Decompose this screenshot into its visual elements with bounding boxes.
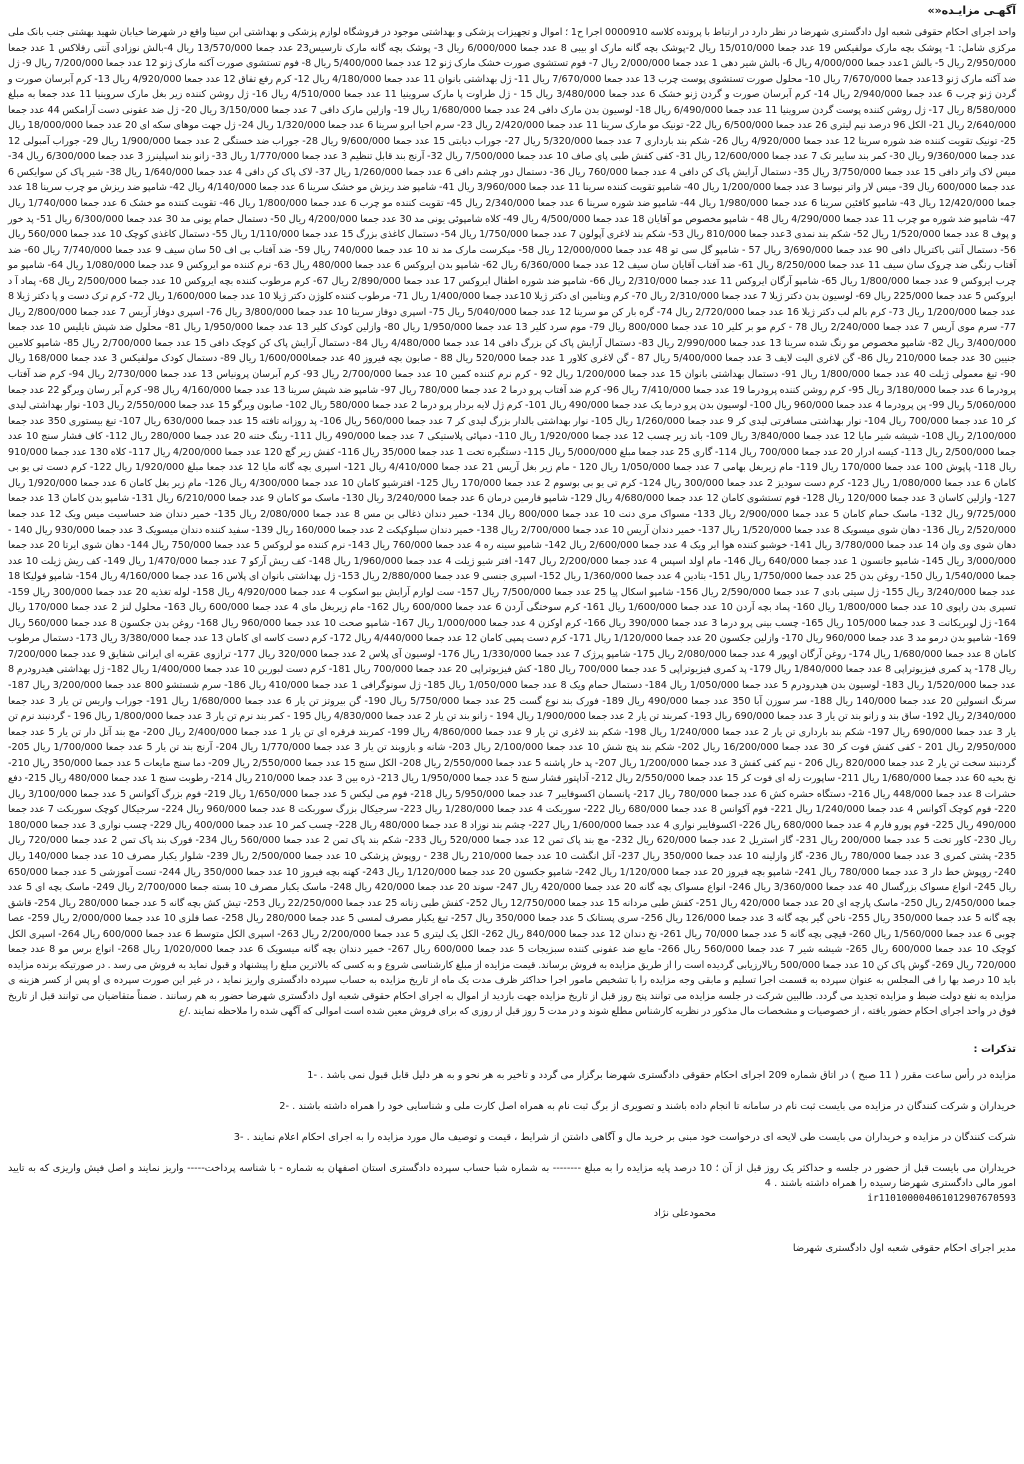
note-2 xyxy=(8,1099,1016,1114)
notice-title: آگهـی مزایـده«» xyxy=(927,4,1016,17)
note-3 xyxy=(8,1130,1016,1145)
note-text: خریداران و شرکت کنندگان در مزایده می بایست ثبت نام در سامانه تا انجام داده باشند و تصویری از برگ ثبت نام به همراه اصل کارت ملی و شناسایی خود را همراه داشته باشند . xyxy=(292,1101,1016,1112)
note-text: مزایده در رأس ساعت مقرر ( 11 صبح ) در اتاق شماره 209 اجرای احکام حقوقی دادگستری شهرضا برگزار می گردد و تاخیر به هر نحو و به هر دلیل قابل قبول نمی باشد . xyxy=(320,1070,1016,1081)
note-text: خریداران می بایست قبل از حضور در جلسه و حداکثر یک روز قبل از آن ؛ 10 درصد پایه مزایده را به مبلغ -------- به شماره شبا حساب سپرده دادگستری استان اصفهان به شماره - با شناسه پرداخت----- واریز نمایند و اصل فیش واریزی که به تایید امور مالی دادگستری شهرضا رسیده را همراه داشته باشند . xyxy=(8,1163,1016,1189)
signature-name: محمودعلی نژاد xyxy=(653,1208,716,1219)
notice-body: واحد اجرای احکام حقوقی شعبه اول دادگستری شهرضا در نظر دارد در ارتباط با پرونده کلاسه 0000910 اجرا ح1 ؛ اموال و تجهیزات پزشکی و بهداشتی موجود در فروشگاه لوازم پزشکی و بهداشتی ابن سینا واقع در شهرضا خیابان شهید بهشتی جنب بانک ملی مرکزی شامل: 1- پوشک بچه مارک مولفیکس 19 عدد جمعا 15/010/000 ریال 2-پوشک بچه گانه مارک او بیبی 8 عدد جمعا 6/000/000 ریال 3- پوشک بچه گانه مارک نارسیس23 عدد جمعا 13/570/000 ریال 4-بالش نوزادی آنتی رفلاکس 1 عدد جمعا 2/950/000 ریال 5- بالش 1عدد جمعا 4/000/000 ریال 6- بالش شیر دهی 1 عدد جمعا 2/000/000 ریال 7- فوم تستشوی صورت خشک مارک ژنو 12 عدد جمعا 5/400/000 ریال 8- فوم تستشوی صورت آکنه مارک ژنو 12 عدد جمعا 7/200/000 ریال 9- ژل ضد آکنه مارک ژنو 13عدد جمعا 7/670/000 ریال 10- محلول صورت تستشوی پوست چرب 13 عدد جمعا 7/670/000 ریال 11- ژل بهداشتی بانوان 11 عدد جمعا 4/180/000 ریال 12- کرم رفع تفاق 12 عدد جمعا 4/920/000 ریال 13- کرم آبرسان صورت و گردن ژنو چرب 6 عدد جمعا 2/940/000 ریال 14- کرم آبرسان صورت و گردن ژنو خشک 6 عدد جمعا 3/480/000 ریال 15 - ژل طراوت پا مارک سروینیا 11 عدد جمعا 4/510/000 ریال 16- ژل روشن کننده زیر بغل مارک سروینیا 11 عدد جمعا به مبلغ 8/580/000 ریال 17- ژل روشن کننده پوست گردن سروینیا 11 عدد جمعا 6/490/000 ریال 18- لوسیون بدن مارک دافی 24 عدد جمعا 1/680/000 ریال 19- وازلین مارک دافی 7 عدد جمعا 3/150/000 ریال 20- ژل ضد عفونی دست آرامکس 44 عدد جمعا 2/640/000 ریال 21- الکل 96 درصد نیم لیتری 26 عدد جمعا 6/500/000 ریال 22- تونیک مو مارک سرینا 11 عدد جمعا 2/420/000 ریال 23- سرم احیا ابرو سرینا 6 عدد جمعا 1/320/000 ریال 24- ژل جهت موهای سکه ای 20 عدد جمعا 18/000/000 ریال 25- تونیک تقویت کننده ضد شوره سرینا 12 عدد جمعا 4/920/000 ریال 26- شکم بند بارداری 7 عدد جمعا 5/320/000 ریال 27- جوراب دیابتی 15 عدد جمعا 9/600/000 ریال 28- جوراب ضد خستگی 2 عدد جمعا 1/900/000 ریال 29- جوراب آمبولی 12 عدد جمعا 9/360/000 ریال 30- کمر بند سایبر تک 7 عدد جمعا 12/600/000 ریال 31- کفی کفش طبی پای صاف 10 عدد جمعا 7/500/000 ریال 32- آرنج بند قابل تنظیم 3 عدد جمعا 1/770/000 ریال 33- زانو بند اسپلینرز 3 عدد جمعا 6/300/000 ریال 34- میس لاک واتر دافی 15 عدد جمعا 3/750/000 ریال 35- دستمال آرایش پاک کن دافی 4 عدد جمعا 760/000 ریال 36- دستمال دور چشم دافی 6 عدد جمعا 1/260/000 ریال 37- لاک پاک کن دافی 4 عدد جمعا 1/640/000 ریال 38- شیر پاک کن سوایکس 6 عدد جمعا 600/000 ریال 39- میس لار واتر نیوسا 3 عدد جمعا 1/200/000 ریال 40- شامپو تقویت کننده سرینا 11 عدد جمعا 3/960/000 ریال 41- شامپو ضد ریزش مو خشک سرینا 6 عدد جمعا 4/140/000 ریال 42- شامپو ضد ریزش مو چرب سرینا 18 عدد جمعا 12/420/000 ریال 43- شامپو کافئین سرینا 6 عدد جمعا 1/980/000 ریال 44- شامپو ضد شوره سرینا 6 عدد جمعا 2/340/000 ریال 45- تقویت کننده مو چرب 6 عدد جمعا 1/800/000 ریال 46- تقویت کننده مو خشک 6 عدد جمعا 1/740/000 ریال 47- شامپو ضد شوره مو چرب 11 عدد جمعا 4/290/000 ریال 48 - شامپو مخصوص مو آقایان 18 عدد جمعا 4/500/000 ریال 49- کلاه شامپوئی یونی مد 30 عدد جمعا 4/200/000 ریال 50- دستمال حمام یونی مد 30 عدد جمعا 6/300/000 ریال 51- پد خور و پوف 8 عدد جمعا 1/520/000 ریال 52- شکم بند نمدی 3عدد جمعا 810/000 ریال 53- شکم بند لاغری آپولون 7 عدد جمعا 1/750/000 ریال 54- دستمال کاغذی بزرگ 15 عدد جمعا 1/110/000 ریال 55- دستمال کاغذی کوچک 10 عدد جمعا 560/000 ریال 56- دستمال آنتی باکتریال دافی 90 عدد جمعا 3/690/000 ریال 57 - شامپو گل سی تو 48 عدد جمعا 12/000/000 ریال 58- میکرست مارک مد ند 10 عدد جمعا 740/000 ریال 59- ضد آفتاب بی اف 50 سان سیف 9 عدد جمعا 7/740/000 ریال 60- ضد آفتاب رنگی ضد چروک سان سیف 11 عدد جمعا 8/250/000 ریال 61- ضد آفتاب آقایان سان سیف 12 عدد جمعا 6/360/000 ریال 62- شامپو بدن ایروکس 6 عدد جمعا 480/000 ریال 63- نرم کننده مو ایروکس 9 عدد جمعا 1/080/000 ریال 64- شامپو مو چرب ایروکس 9 عدد جمعا 1/800/000 ریال 65- شامپو آرگان ایروکس 11 عدد جمعا 2/310/000 ریال 66- شامپو ضد شوره اطفال ایروکس 17 عدد جمعا 2/890/000 ریال 67- کرم مرطوب کننده بچه ایروکس 10 عدد جمعا 2/500/000 ریال 68- پماد آ د ایروکس 5 عدد جمعا 225/000 ریال 69- لوسیون بدن دکتر ژیلا 7 عدد جمعا 2/310/000 ریال 70- کرم ویتامین ای دکتر ژیلا 10عدد جمعا 1/400/000 ریال 71- مرطوب کننده کلوژن دکتر ژیلا 10 عدد جمعا 1/600/000 ریال 72- کرم ترک دست و پا دکتر ژیلا 8 عدد جمعا 1/200/000 ریال 73- کرم بالم لب دکتر ژیلا 16 عدد جمعا 2/720/000 ریال 74- گره بار کن مو سرینا 12 عدد جمعا 5/040/000 ریال 75- اسپری دوفاز سرینا 10 عدد جمعا 3/800/000 ریال 76- اسپری دوفاز آریس 7 عدد جمعا 2/800/000 ریال 77- سرم موی آریس 7 عدد جمعا 2/240/000 ریال 78 - کرم مو بر کلیر 10 عدد جمعا 800/000 ریال 79- موم سرد کلیر 13 عدد جمعا 1/950/000 ریال 80- وازلین کودک کلیر 13 عدد جمعا 1/950/000 ریال 81- محلول ضد شپش نایلیس 10 عدد جمعا 3/400/000 ریال 82- شامپو مخصوص مو رنگ شده سرینا 13 عدد جمعا 2/990/000 ریال 83- دستمال آرایش پاک کن بزرگ دافی 14 عدد جمعا 4/480/000 ریال 84- دستمال آرایش پاک کن کوچک دافی 15 عدد جمعا 2/700/000 ریال 85- شامپو کلامین جنیین 30 عدد جمعا 210/000 ریال 86- گن لاغری الیت لایف 3 عدد جمعا 5/400/000 ریال 87 - گن لاغری کلاور 1 عدد جمعا 520/000 ریال 88 - صابون بچه فیروز 40 عدد جمعا1/600/000 ریال 89- دستمال کودک مولفیکس 3 عدد جمعا 168/000 ریال 90- تیغ معمولی ژیلت 40 عدد جمعا 1/800/000 ریال 91- دستمال بهداشتی بانوان 15 عدد جمعا 1/200/000 ریال 92 - کرم نرم کننده کمین 10 عدد جمعا 2/700/000 ریال 93- کرم آبرسان پرونیاس 13 عدد جمعا 2/730/000 ریال 94- کرم ضد آفتاب پرودرما 6 عدد جمعا 3/180/000 ریال 95- کرم روشن کننده پرودرما 19 عدد جمعا 7/410/000 ریال 96- کرم ضد آفتاب پرو درما 2 عدد جمعا 780/000 ریال 97- شامپو ضد شپش سرینا 13 عدد جمعا 4/160/000 ریال 98- کرم آبر رسان ویرگو 22 عدد جمعا 5/060/000 ریال 99- پن پرودرما 4 عدد جمعا 960/000 ریال 100- لوسیون بدن پرو درما یک عدد جمعا 490/000 ریال 101- کرم ژل لایه بردار پرو درما 2 عدد جمعا 580/000 ریال 102- صابون ویرگو 15 عدد جمعا 2/550/000 ریال 103- نوار بهداشتی لیدی کر 10 عدد جمعا 700/000 ریال 104- نوار بهداشتی مسافرتی لیدی کر 9 عدد جمعا 1/260/000 ریال 105- نوار بهداشتی بالدار بزرگ لیدی کر 7 عدد جمعا 560/000 ریال 106- پد روزانه تافته 15 عدد جمعا 630/000 ریال 107- تیغ بیستوری 350 عدد جمعا 2/100/000 ریال 108- شیشه شیر مایا 12 عدد جمعا 3/840/000 ریال 109- باند زیر چسب 12 عدد جمعا 1/920/000 ریال 110- دمپائی پلاستیکی 7 عدد جمعا 490/000 ریال 111- رینگ ختنه 20 عدد جمعا 280/000 ریال 112- کاف فشار سنج 10 عدد جمعا 2/500/000 ریال 113- کیسه ادرار 20 عدد جمعا 700/000 ریال 114- گاری 25 عدد جمعا مبلغ 5/000/000 ریال 115- دستگیره تخت 1 عدد جمعا 35/000 ریال 116- کفش زیر گچ 120 عدد جمعا 4/200/000 ریال 117- کلاه 130 عدد جمعا 910/000 ریال 118- پاپوش 100 عدد جمعا 170/000 ریال 119- مام زیربغل بهامی 7 عدد جمعا 1/050/000 ریال 120 - مام زیر بغل آریس 21 عدد جمعا 4/410/000 ریال 121- اسپری بچه گانه مایا 12 عدد جمعا مبلغ 1/920/000 ریال 122- کرم دست تی یو بی کامان 6 عدد جمعا 1/080/000 ریال 123- کرم دست سودیز 2 عدد جمعا 300/000 ریال 124- کرم تی یو بی بوسوم 2 عدد جمعا 170/000 ریال 125- افترشیو کامان 10 عدد جمعا 4/300/000 ریال 126- مام زیر بغل کامان 6 عدد جمعا 1/920/000 ریال 127- وازلین کاسان 3 عدد جمعا 120/000 ریال 128- فوم تستشوی کامان 12 عدد جمعا 4/680/000 ریال 129- شامپو فارمین درمان 6 عدد جمعا 3/240/000 ریال 130- ماسک مو کامان 9 عدد جمعا 6/210/000 ریال 131- شامپو بدن کامان 13 عدد جمعا 9/725/000 ریال 132- ماسک حمام کامان 5 عدد جمعا 2/900/000 ریال 133- مسواک مری دنت 10 عدد جمعا 800/000 ریال 134- خمیر دندان ذغالی بن مس 8 عدد جمعا 2/080/000 ریال 135- خمیر دندان ضد حساسیت میس ویک 12 عدد جمعا 2/520/000 ریال 136- دهان شوی میسویک 8 عدد جمعا 1/520/000 ریال 137- خمیر دندان آریس 10 عدد جمعا 2/700/000 ریال 138- خمیر دندان سیلوکپکت 2 عدد جمعا 160/000 ریال 139- سفید کننده دندان میسویک 3 عدد جمعا 930/000 ریال 140 - دهان شوی وی وان 14 عدد جمعا 3/780/000 ریال 141- خوشبو کننده هوا ایر ویک 4 عدد جمعا 2/600/000 ریال 142- شامپو سینه ره 4 عدد جمعا 760/000 ریال 143- نرم کننده مو لروکس 5 عدد جمعا 750/000 ریال 144- دهان شوی ایرتا 20 عدد جمعا 3/000/000 ریال 145- شامپو جانسون 1 عدد جمعا 640/000 ریال 146- مام اولد اسپس 4 عدد جمعا 2/200/000 ریال 147- افتر شیو ژیلت 4 عدد جمعا 1/960/000 ریال 148- کف ریش آرکو 7 عدد جمعا 1/470/000 ریال 149- کف ریش ژیلت 10 عدد جمعا 1/540/000 ریال 150- روغن بدن 25 عدد جمعا 1/750/000 ریال 151- بتادین 4 عدد جمعا 1/360/000 ریال 152- اسپری جنسی 9 عدد جمعا 2/880/000 ریال 153- ژل بهداشتی بانوان ای پلاس 16 عدد جمعا 4/160/000 ریال 154- شامپو فولیکا 18 عدد جمعا 3/240/000 ریال 155- ژل سیتی بادی 7 عدد جمعا 2/590/000 ریال 156- شامپو اسکال پیا 25 عدد جمعا 7/500/000 ریال 157- ست لوازم آرایش بیو اسکوب 4 عدد جمعا 4/920/000 ریال 158- لوله تغذیه 20 عدد جمعا 300/000 ریال 159- تسپری بدن راپوی 10 عدد جمعا 1/800/000 ریال 160- پماد بچه آردن 10 عدد جمعا 1/600/000 ریال 161- کرم سوختگی آردن 6 عدد جمعا 600/000 ریال 162- مام زیربغل مای 4 عدد جمعا 600/000 ریال 163- محلول لنز 2 عدد جمعا 170/000 ریال 164- ژل لوبریکانت 3 عدد جمعا 105/000 ریال 165- چسب بینی پرو درما 3 عدد جمعا 390/000 ریال 166- کرم اوکزن 4 عدد جمعا 1/000/000 ریال 167- شامپو صحت 10 عدد جمعا 960/000 ریال 168- روغن بدن جکسون 8 عدد جمعا 560/000 ریال 169- شامپو بدن درمو مد 3 عدد جمعا 960/000 ریال 170- وازلین جکسون 20 عدد جمعا 1/120/000 ریال 171- کرم دست پمپی کامان 12 عدد جمعا 4/440/000 ریال 172- کرم دست کاسه ای کامان 13 عدد جمعا 3/380/000 ریال 173- دستمال مرطوب کامان 8 عدد جمعا 1/680/000 ریال 174- روغن آرگان اوپور 4 عدد جمعا 2/080/000 ریال 175- شامپو پرژک 7 عدد جمعا 1/330/000 ریال 176- لوسیون آی پلاس 2 عدد جمعا 320/000 ریال 177- ترازوی عقربه ای ایرانی شفایق 9 عدد جمعا 7/200/000 ریال 178- پد کمری فیزیوتراپی 8 عدد جمعا 1/840/000 ریال 179- پد کمری فیزیوتراپی 5 عدد جمعا 700/000 ریال 180- کش فیزیوتراپی 20 عدد جمعا 700/000 ریال 181- کرم دست لبورین 10 عدد جمعا 1/400/000 ریال 182- ژل بهداشتی هیدرودرم 8 عدد جمعا 1/520/000 ریال 183- لوسیون بدن هیدرودرم 5 عدد جمعا 1/050/000 ریال 184- دستمال حمام ویک 8 عدد جمعا 1/050/000 ریال 185- ژل سونوگرافی 1 عدد جمعا 410/000 ریال 186- سرم شستشو 800 عدد جمعا 3/200/000 ریال 187- سرنگ انسولین 20 عدد جمعا 140/000 ریال 188- سر سوزن آبا 350 عدد جمعا 490/000 ریال 189- فورک بند نوع گست 25 عدد جمعا 5/750/000 ریال 190- گن بیروتز تن یار 6 عدد جمعا 1/680/000 ریال 191- جوراب واریس تن یار 3 عدد جمعا 2/340/000 ریال 192- ساق بند و زانو بند تن یار 3 عدد جمعا 690/000 ریال 193- کمربند تن یار 2 عدد جمعا 1/900/000 ریال 194 - زانو بند تن یار 2 عدد جمعا 4/830/000 ریال 195 - کمر بند نرم تن یار 3 عدد جمعا 1/800/000 ریال 196 - گردنبند نرم تن یار 3 عدد جمعا 690/000 ریال 197- شکم بند بارداری تن یار 2 عدد جمعا 1/240/000 ریال 198- شکم بند لاغری تن یار 9 عدد جمعا 4/860/000 ریال 199- کمربند فرقره ای تن یار 1 عدد جمعا 2/400/000 ریال 200- مچ بند آتل دار تن یار 5 عدد جمعا 2/950/000 ریال 201 - کفی کفش فوت کر 30 عدد جمعا 16/200/000 ریال 202- شکم بند پنج شش 10 عدد جمعا 2/100/000 ریال 203- شانه و بازوبند تن یار 3 عدد جمعا 1/770/000 ریال 204- آرنج بند تن یار 5 عدد جمعا 1/700/000 ریال 205- گردنبند سخت تن یار 2 عدد جمعا 820/000 ریال 206 - نیم کفی کفش 3 عدد جمعا 1/200/000 ریال 207- پد خار پاشنه 5 عدد جمعا 2/550/000 ریال 208- الکل سنج 15 عدد جمعا 2/550/000 ریال 209- دما سنج مایعات 5 عدد جمعا 350/000 ریال 210- نخ بخیه 60 عدد جمعا 1/680/000 ریال 211- ساپورت زله ای فوت کر 15 عدد جمعا 2/550/000 ریال 212- آداپتور فشار سنج 5 عدد جمعا 1/950/000 ریال 213- ذره بین 3 عدد جمعا 210/000 ریال 214- رطوبت سنج 1 عدد جمعا 480/000 ریال 215- دفع حشرات 8 عدد جمعا 448/000 ریال 216- دستگاه حشره کش 6 عدد جمعا 780/000 ریال 217- پانسمان اکسوفایبر 7 عدد جمعا 5/950/000 ریال 218- فوم می لیکس 5 عدد جمعا 1/650/000 ریال 219- فوم بزرگ آکوانس 5 عدد جمعا 3/100/000 ریال 220- فوم کوچک آکوانس 4 عدد جمعا 1/240/000 ریال 221- فوم آکوانس 8 عدد جمعا 680/000 ریال 222- سوربکت 4 عدد جمعا 1/280/000 ریال 223- سرجیکال بزرگ سوربکت 8 عدد جمعا 960/000 ریال 224- سرجیکال کوچک سوربکت 7 عدد جمعا 490/000 ریال 225- فوم پورو فارم 4 عدد جمعا 680/000 ریال 226- اکسوفایبر نواری 4 عدد جمعا 1/600/000 ریال 227- چشم بند نوزاد 8 عدد جمعا 480/000 ریال 228- چسب کمر 10 عدد جمعا 400/000 ریال 229- چسب نواری 3 عدد جمعا 180/000 ریال 230- کاور تخت 5 عدد جمعا 200/000 ریال 231- گاز استریل 2 عدد جمعا 620/000 ریال 232- مچ بند پاک تمن 12 عدد جمعا 520/000 ریال 233- شکم بند پاک تمن 2 عدد جمعا 560/000 ریال 234- فورک بند پاک تمن 2 عدد جمعا 720/000 ریال 235- پشتی کمری 3 عدد جمعا 780/000 ریال 236- گاز وازلینه 10 عدد جمعا 350/000 ریال 237- آتل انگشت 10 عدد جمعا 210/000 ریال 238 - روپوش پزشکی 10 عدد جمعا 2/500/000 ریال 239- شلوار یکبار مصرف 10 عدد جمعا 140/000 ریال 240- روپوش خط دار 3 عدد جمعا 780/000 ریال 241- شامپو بچه فیروز 20 عدد جمعا 1/120/000 ریال 242- شامپو جکسون 20 عدد جمعا 1/120/000 ریال 243- کهنه بچه فیروز 10 عدد جمعا 350/000 ریال 244- تست آموزشی 5 عدد جمعا 650/000 ریال 245- انواع مسواک بزرگسال 40 عدد جمعا 3/360/000 ریال 246- انواع مسواک بچه گانه 20 عدد جمعا 420/000 ریال 247- سوند 20 عدد جمعا 420/000 ریال 248- ماسک یکبار مصرف 10 بسته جمعا 2/700/000 ریال 249- ماسک بچه ای 5 عدد جمعا 2/450/000 ریال 250- ماسک پارچه ای 20 عدد جمعا 420/000 ریال 251- کفش طبی مردانه 15 عدد جمعا 12/750/000 ریال 252- کفش طبی زنانه 25 عدد جمعا 22/250/000 ریال 253- تیش کش بچه گانه 5 عدد جمعا 280/000 ریال 254- قاشق بچه گانه 5 عدد جمعا 350/000 ریال 255- ناخن گیر بچه گانه 3 عدد جمعا 126/000 ریال 256- سری پستانک 5 عدد جمعا 350/000 ریال 257- تیغ یکبار مصرف لمسی 5 عدد جمعا 280/000 ریال 258- عصا فلزی 10 عدد جمعا 2/000/000 ریال 259- عصا چوبی 6 عدد جمعا 1/560/000 ریال 260- قیچی بچه گانه 5 عدد جمعا 70/000 ریال 261- نخ دندان 12 عدد جمعا 840/000 ریال 262- الکل یک لیتری 5 عدد جمعا 2/200/000 ریال 263- اسپری الکل متوسط 6 عدد جمعا 600/000 ریال 264- اسپری الکل کوچک 10 عدد جمعا 600/000 ریال 265- شیشه شیر 7 عدد جمعا 560/000 ریال 266- مایع ضد عفونی کننده سبزیجات 5 عدد جمعا 600/000 ریال 267- خمیر دندان بچه گانه میسویک 6 عدد جمعا 1/020/000 ریال 268- انواع برس مو 8 عدد جمعا 720/000 ریال 269- گوش پاک کن 10 عدد جمعا 500/000 ریالارزیابی گردیده است را از طریق مزایده به فروش برساند. قیمت مزایده از مبلغ کارشناسی شروع و به کسی که بالاترین مبلغ را پیشنهاد و قبول نماید به فروش می رسد . در صورتیکه برنده مزایده باید 10 درصد بها را فی المجلس به عنوان سپرده به قسمت اجرا تسلیم و مابقی وجه مزایده را با تشخیص مامور اجرا حداکثر ظرف مدت یک ماه از تاریخ مزایده به حساب سپرده دادگستری واریز نماید ، در غیر این صورت سپرده ی او پس از کسر هزینه ی مزایده به نفع دولت ضبط و مزایده تجدید می گردد. طالبین شرکت در جلسه مزایده می توانند پنج روز قبل از تاریخ مزایده جهت بازدید از اموال به اجرای احکام حقوقی شعبه اول دادگستری شهرضا حضور به هم رسانند . ضمناً متقاضیان می توانند قبل از تاریخ فوق در واحد اجرای احکام حضور یافته ، از خصوصیات و مشخصات مال مذکور در نظریه کارشناس مطلع شوند و در مدت 5 روز قبل از روزی که برای فروش معین شده است اموالی که آگهی شده را ملاحظه نمایند ./ع xyxy=(8,27,1017,1018)
note-number: -3 xyxy=(233,1132,244,1143)
iban-line xyxy=(8,1191,1016,1206)
notes-title: تذکرات : xyxy=(973,1044,1016,1055)
note-1 xyxy=(8,1068,1016,1083)
footer-signatory-title: مدیر اجرای احکام حقوقی شعبه اول دادگستری شهرضا xyxy=(792,1243,1016,1254)
note-number: -1 xyxy=(307,1070,318,1081)
note-4 xyxy=(8,1161,1016,1191)
note-number: -2 xyxy=(279,1101,290,1112)
iban-number: ir110100004061012907670593 xyxy=(867,1193,1016,1204)
note-text: شرکت کنندگان در مزایده و خریداران می بایست طی لایحه ای درخواست خود مبنی بر خرید مال و آگاهی داشتن از شرایط ، قیمت و توصیف مال مورد مزایده را به اجرای احکام اعلام نمایند . xyxy=(246,1132,1016,1143)
note-number: 4 xyxy=(764,1178,772,1189)
